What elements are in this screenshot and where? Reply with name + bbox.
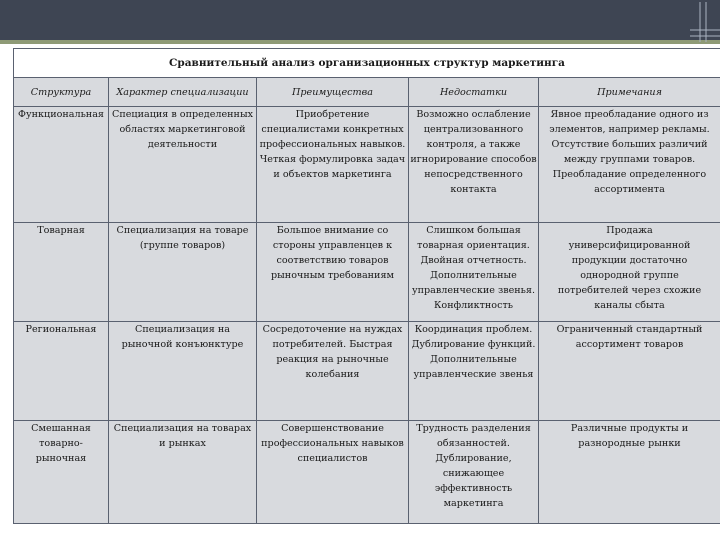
cell-line: разнородные рынки xyxy=(578,438,681,449)
cell-notes xyxy=(539,107,720,223)
cell-line: управленческие звенья xyxy=(413,369,534,380)
cell-line: ассортимента xyxy=(594,184,665,195)
cell-line: Большое внимание со xyxy=(276,225,389,236)
cell-line: Различные продукты и xyxy=(570,423,689,434)
cell-line: Продажа xyxy=(606,225,653,236)
cell-line: Дополнительные xyxy=(430,354,517,365)
cell-line: Специация в определенных xyxy=(112,109,253,120)
cell-line: игнорирование способов xyxy=(410,154,537,165)
cell-notes xyxy=(539,421,720,524)
cell-line: специалистами конкретных xyxy=(261,124,404,135)
cell-disadvantages xyxy=(409,107,539,223)
cell-line: контакта xyxy=(450,184,497,195)
cell-disadvantages xyxy=(409,322,539,421)
cell-line: Слишком большая xyxy=(426,225,521,236)
cell-line: (группе товаров) xyxy=(139,240,226,251)
cell-line: потребителей. Быстрая xyxy=(272,339,393,350)
cell-line: Функциональная xyxy=(18,109,104,120)
table-row-functional xyxy=(14,107,720,223)
cell-specialization xyxy=(109,107,257,223)
cell-notes xyxy=(539,322,720,421)
cell-line: Приобретение xyxy=(295,109,370,120)
cell-structure xyxy=(14,421,109,524)
cell-specialization xyxy=(109,421,257,524)
cell-line: непосредственного xyxy=(424,169,523,180)
cell-line: Возможно ослабление xyxy=(416,109,531,120)
cell-line: обязанностей. xyxy=(437,438,510,449)
header-disadvantages: Недостатки xyxy=(409,78,539,107)
cell-line: потребителей через схожие xyxy=(557,285,702,296)
cell-line: однородной группе xyxy=(580,270,679,281)
cell-line: маркетинга xyxy=(443,498,504,509)
decorative-corner-lines xyxy=(0,0,720,50)
header-structure: Структура xyxy=(14,78,109,107)
cell-line: централизованного xyxy=(423,124,524,135)
cell-structure xyxy=(14,223,109,322)
cell-line: профессиональных навыков. xyxy=(259,139,406,150)
cell-line: колебания xyxy=(305,369,360,380)
cell-line: Специализация на товаре xyxy=(116,225,249,236)
cell-line: реакция на рыночные xyxy=(276,354,389,365)
cell-line: ассортимент товаров xyxy=(575,339,684,350)
cell-line: Дополнительные xyxy=(430,270,517,281)
cell-line: рыночным требованиям xyxy=(271,270,394,281)
cell-line: областях маркетинговой xyxy=(119,124,246,135)
cell-line: эффективность xyxy=(434,483,513,494)
cell-line: товарно- xyxy=(39,438,83,449)
cell-line: Специализация на товарах xyxy=(113,423,252,434)
cell-line: Четкая формулировка задач xyxy=(259,154,406,165)
cell-line: универсифицированной xyxy=(568,240,691,251)
cell-specialization xyxy=(109,223,257,322)
cell-line: рыночной конъюнктуре xyxy=(121,339,244,350)
cell-line: Сосредоточение на нуждах xyxy=(262,324,403,335)
table-row-mixed xyxy=(14,421,720,524)
comparison-table xyxy=(13,48,720,524)
cell-line: Совершенствование xyxy=(281,423,384,434)
table-row-regional xyxy=(14,322,720,421)
cell-line: Дублирование функций. xyxy=(411,339,536,350)
cell-line: Товарная xyxy=(37,225,85,236)
cell-line: Двойная отчетность. xyxy=(420,255,527,266)
table-title: Сравнительный анализ организационных структур маркетинга xyxy=(14,49,720,78)
cell-advantages xyxy=(257,421,409,524)
cell-line: соответствию товаров xyxy=(276,255,389,266)
cell-advantages xyxy=(257,223,409,322)
cell-line: между группами товаров. xyxy=(563,154,696,165)
cell-structure xyxy=(14,322,109,421)
header-advantages: Преимущества xyxy=(257,78,409,107)
cell-line: специалистов xyxy=(297,453,368,464)
cell-disadvantages xyxy=(409,223,539,322)
cell-specialization xyxy=(109,322,257,421)
cell-disadvantages xyxy=(409,421,539,524)
cell-line: управленческие звенья. xyxy=(411,285,535,296)
cell-line: Региональная xyxy=(25,324,97,335)
cell-advantages xyxy=(257,322,409,421)
cell-line: Дублирование, xyxy=(435,453,512,464)
table-row-commodity xyxy=(14,223,720,322)
cell-line: деятельности xyxy=(147,139,218,150)
cell-line: Специализация на xyxy=(135,324,230,335)
cell-line: Отсутствие больших различий xyxy=(551,139,708,150)
cell-line: снижающее xyxy=(442,468,505,479)
cell-line: Преобладание определенного xyxy=(552,169,707,180)
cell-structure xyxy=(14,107,109,223)
cell-line: и рынках xyxy=(159,438,206,449)
cell-line: Конфликтность xyxy=(434,300,513,311)
cell-line: Трудность разделения xyxy=(416,423,531,434)
cell-line: и объектов маркетинга xyxy=(273,169,392,180)
cell-line: Координация проблем. xyxy=(414,324,533,335)
cell-line: Ограниченный стандартный xyxy=(556,324,703,335)
cell-line: продукции достаточно xyxy=(571,255,688,266)
cell-line: элементов, например рекламы. xyxy=(549,124,710,135)
cell-line: каналы сбыта xyxy=(594,300,665,311)
cell-notes xyxy=(539,223,720,322)
cell-line: профессиональных навыков xyxy=(261,438,404,449)
header-row xyxy=(14,78,720,107)
cell-line: Смешанная xyxy=(31,423,91,434)
comparison-table-wrapper xyxy=(13,48,720,524)
cell-advantages xyxy=(257,107,409,223)
cell-line: стороны управленцев к xyxy=(272,240,393,251)
cell-line: товарная ориентация. xyxy=(417,240,530,251)
header-notes: Примечания xyxy=(539,78,720,107)
header-specialization: Характер специализации xyxy=(109,78,257,107)
cell-line: контроля, а также xyxy=(426,139,521,150)
cell-line: рыночная xyxy=(35,453,87,464)
cell-line: Явное преобладание одного из xyxy=(550,109,709,120)
